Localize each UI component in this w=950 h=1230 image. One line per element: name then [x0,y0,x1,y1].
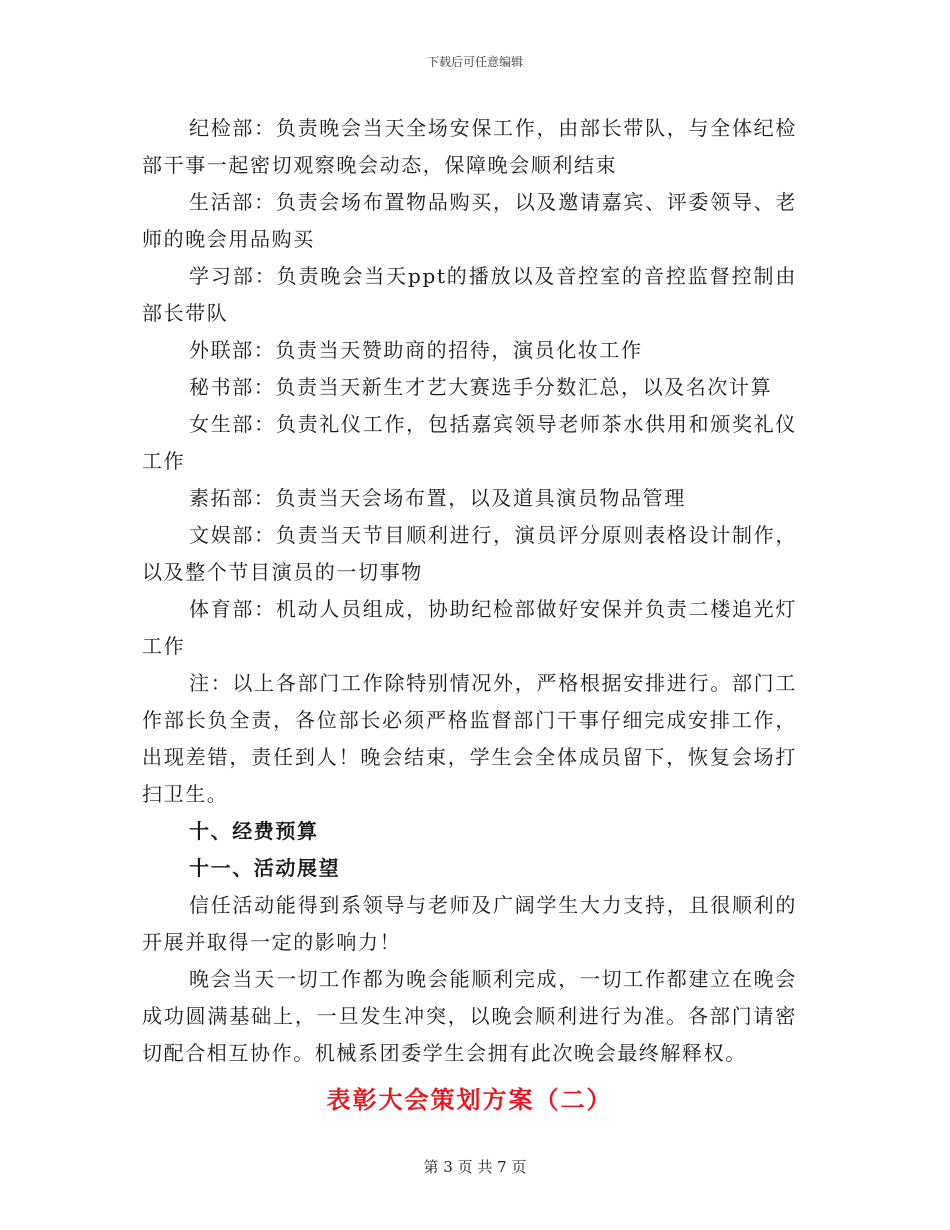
heading-budget: 十、经费预算 [189,819,319,843]
page-footer: 第 3 页 共 7 页 [423,1158,527,1176]
heading-outlook: 十一、活动展望 [189,856,341,880]
paragraph-outlook-support: 信任活动能得到系领导与老师及广阔学生大力支持，且很顺利的开展并取得一定的影响力！ [142,893,797,954]
paragraph-study-dept: 学习部：负责晚会当天ppt的播放以及音控室的音控监督控制由部长带队 [142,264,797,325]
paragraph-sports-dept: 体育部：机动人员组成，协助纪检部做好安保并负责二楼追光灯工作 [142,597,797,658]
paragraph-quality-dept: 素拓部：负责当天会场布置，以及道具演员物品管理 [189,486,686,510]
next-document-title: 表彰大会策划方案（二） [326,1085,613,1114]
paragraph-outlook-coordination: 晚会当天一切工作都为晚会能顺利完成，一切工作都建立在晚会成功圆满基础上，一旦发生冲突，以晚会顺利进行为准。各部门请密切配合相互协作。机械系团委学生会拥有此次晚会最终解释权。 [142,967,797,1065]
document-body [142,110,797,1120]
paragraph-life-dept: 生活部：负责会场布置物品购买，以及邀请嘉宾、评委领导、老师的晚会用品购买 [142,190,797,251]
page-header: 下载后可任意编辑 [426,55,523,69]
paragraph-secretary-dept: 秘书部：负责当天新生才艺大赛选手分数汇总，以及名次计算 [189,375,773,399]
paragraph-entertainment-dept: 文娱部：负责当天节目顺利进行，演员评分原则表格设计制作，以及整个节目演员的一切事物 [142,523,797,584]
paragraph-discipline-dept: 纪检部：负责晚会当天全场安保工作，由部长带队，与全体纪检部干事一起密切观察晚会动态，保障晚会顺利结束 [142,116,797,177]
paragraph-note: 注：以上各部门工作除特别情况外，严格根据安排进行。部门工作部长负全责，各位部长必须严格监督部门干事仔细完成安排工作，出现差错，责任到人！晚会结束，学生会全体成员留下，恢复会场打扫卫生。 [142,671,797,806]
paragraph-female-dept: 女生部：负责礼仪工作，包括嘉宾领导老师茶水供用和颁奖礼仪工作 [142,412,797,473]
paragraph-external-dept: 外联部：负责当天赞助商的招待，演员化妆工作 [189,338,643,362]
